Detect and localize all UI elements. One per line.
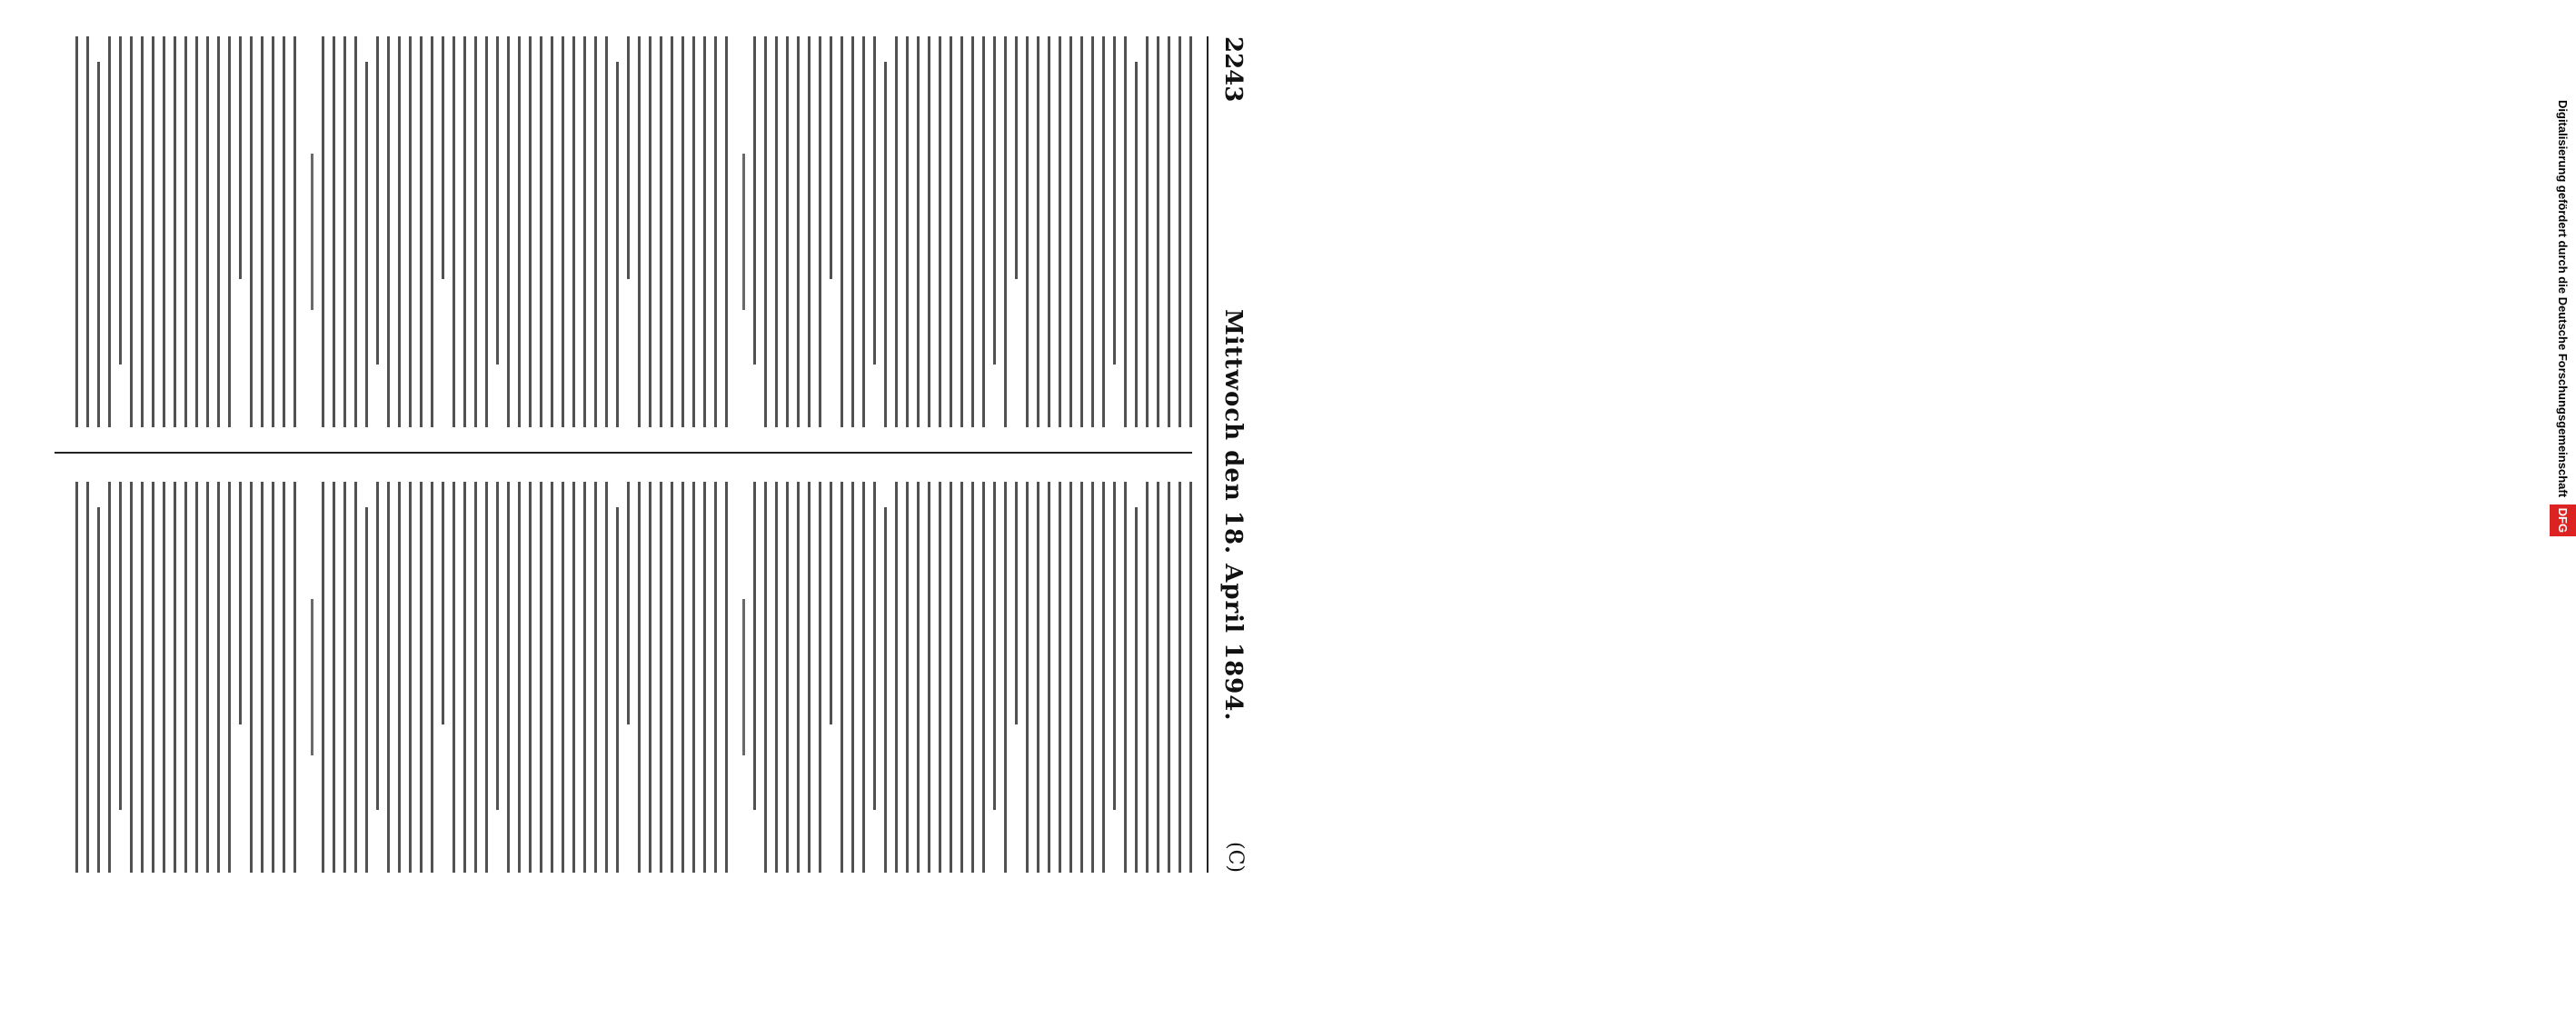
- text-line: [206, 36, 209, 427]
- text-line: [293, 36, 296, 427]
- text-line: [703, 482, 706, 873]
- text-line: [1102, 482, 1105, 873]
- text-line: [217, 36, 220, 427]
- text-line: [928, 482, 930, 873]
- text-line: [594, 36, 597, 427]
- text-line: [572, 482, 575, 873]
- digitization-credit: [2550, 0, 2576, 1009]
- text-line: [174, 36, 176, 427]
- text-line: [917, 36, 920, 427]
- text-line: [786, 36, 789, 427]
- text-line: [862, 482, 865, 873]
- text-line: [649, 36, 651, 427]
- text-line: [764, 482, 767, 873]
- text-line: [895, 36, 898, 427]
- text-line: [714, 482, 717, 873]
- page-number: 2243: [1219, 36, 1247, 103]
- text-line: [365, 507, 368, 873]
- text-line: [1189, 36, 1192, 427]
- text-line: [638, 482, 641, 873]
- text-line: [1146, 36, 1149, 427]
- text-line: [692, 36, 695, 427]
- text-line: [141, 482, 144, 873]
- text-line: [753, 482, 756, 810]
- text-line: [982, 482, 985, 873]
- text-line: [1124, 482, 1127, 873]
- text-line: [1026, 482, 1029, 873]
- text-line: [1015, 482, 1018, 724]
- text-line: [283, 36, 285, 427]
- text-line: [627, 36, 630, 279]
- page-title: Mittwoch den 18. April 1894.: [1219, 309, 1247, 722]
- text-line: [1146, 482, 1149, 873]
- text-line: [583, 482, 586, 873]
- text-line: [496, 36, 499, 365]
- text-line: [1135, 507, 1138, 873]
- text-line: [681, 36, 684, 427]
- text-line: [960, 36, 963, 427]
- text-line: [195, 36, 198, 427]
- text-line: [507, 482, 510, 873]
- text-line: [463, 482, 466, 873]
- text-line: [873, 36, 876, 365]
- text-line: [993, 36, 996, 365]
- text-line: [75, 36, 78, 427]
- text-line: [605, 482, 608, 873]
- text-line: [830, 482, 832, 724]
- text-line: [884, 62, 887, 427]
- text-line: [703, 36, 706, 427]
- text-line: [529, 36, 532, 427]
- text-line: [250, 482, 253, 873]
- text-line: [775, 36, 778, 427]
- text-line: [786, 482, 789, 873]
- text-line: [453, 482, 455, 873]
- text-line: [671, 482, 673, 873]
- text-line: [398, 482, 401, 873]
- text-line: [1080, 36, 1083, 427]
- text-line: [819, 36, 821, 427]
- text-line: [960, 482, 963, 873]
- text-line: [725, 482, 728, 873]
- text-line: [1113, 482, 1116, 810]
- text-line: [86, 36, 89, 427]
- text-line: [420, 36, 423, 427]
- text-line: [431, 36, 433, 427]
- text-line: [862, 36, 865, 427]
- text-line: [971, 36, 974, 427]
- dfg-logo: DFG: [2550, 504, 2576, 536]
- text-line: [1069, 36, 1072, 427]
- text-line: [895, 482, 898, 873]
- text-line: [409, 482, 412, 873]
- text-line: [293, 482, 296, 873]
- section-marker: (C): [1224, 842, 1247, 873]
- text-line: [1059, 36, 1061, 427]
- text-line: [322, 36, 324, 427]
- text-line: [851, 36, 854, 427]
- text-line: [1168, 482, 1170, 873]
- text-line: [562, 482, 564, 873]
- text-line: [376, 36, 379, 365]
- text-line: [939, 482, 941, 873]
- text-column-right: [55, 482, 1192, 873]
- text-line: [1102, 36, 1105, 427]
- text-line: [830, 36, 832, 279]
- text-line: [540, 482, 542, 873]
- text-line: [649, 482, 651, 873]
- text-line: [540, 36, 542, 427]
- text-line: [529, 482, 532, 873]
- text-line: [797, 36, 800, 427]
- text-line: [819, 482, 821, 873]
- text-line: [420, 482, 423, 873]
- text-line: [917, 482, 920, 873]
- text-line: [906, 36, 909, 427]
- text-line: [376, 482, 379, 810]
- text-line: [660, 36, 662, 427]
- stage-direction: [742, 154, 745, 310]
- text-line: [1113, 36, 1116, 365]
- text-line: [174, 482, 176, 873]
- text-line: [1179, 36, 1181, 427]
- stage-direction: [311, 154, 313, 310]
- text-column-left: [55, 36, 1192, 427]
- text-line: [463, 36, 466, 427]
- text-line: [851, 482, 854, 873]
- text-line: [141, 36, 144, 427]
- text-line: [507, 36, 510, 427]
- text-line: [840, 482, 843, 873]
- text-line: [217, 482, 220, 873]
- text-line: [152, 36, 154, 427]
- text-line: [982, 36, 985, 427]
- text-line: [950, 36, 952, 427]
- text-line: [1069, 482, 1072, 873]
- text-line: [660, 482, 662, 873]
- text-line: [692, 482, 695, 873]
- text-line: [808, 36, 811, 427]
- text-line: [714, 36, 717, 427]
- text-line: [130, 482, 133, 873]
- text-line: [485, 36, 488, 427]
- text-line: [775, 482, 778, 873]
- scanned-page: [0, 0, 1272, 909]
- text-line: [409, 36, 412, 427]
- text-line: [119, 36, 122, 365]
- text-line: [239, 36, 242, 279]
- text-line: [365, 62, 368, 427]
- text-line: [1157, 482, 1159, 873]
- text-line: [1015, 36, 1018, 279]
- text-line: [671, 36, 673, 427]
- text-line: [97, 507, 100, 873]
- text-line: [1135, 62, 1138, 427]
- text-line: [551, 36, 553, 427]
- text-line: [343, 36, 346, 427]
- text-line: [971, 482, 974, 873]
- digitization-sidebar: [1275, 0, 2570, 909]
- text-line: [485, 482, 488, 873]
- text-line: [993, 482, 996, 810]
- text-line: [638, 36, 641, 427]
- text-line: [950, 482, 952, 873]
- text-line: [605, 36, 608, 427]
- text-line: [518, 36, 521, 427]
- text-line: [725, 36, 728, 427]
- text-line: [1037, 36, 1039, 427]
- text-line: [1048, 36, 1050, 427]
- text-line: [753, 36, 756, 365]
- text-line: [108, 36, 111, 427]
- text-line: [184, 36, 187, 427]
- text-line: [86, 482, 89, 873]
- text-line: [333, 482, 335, 873]
- text-line: [474, 482, 477, 873]
- text-line: [1091, 482, 1094, 873]
- text-line: [906, 482, 909, 873]
- text-line: [1037, 482, 1039, 873]
- digitization-credit-text: Digitalisierung gefördert durch die Deutsche Forschungsgemeinschaft: [2556, 100, 2570, 498]
- text-line: [333, 36, 335, 427]
- text-line: [152, 482, 154, 873]
- text-line: [616, 62, 619, 427]
- text-line: [928, 36, 930, 427]
- text-line: [797, 482, 800, 873]
- text-line: [228, 482, 231, 873]
- text-line: [884, 507, 887, 873]
- text-line: [442, 482, 444, 724]
- text-line: [283, 482, 285, 873]
- column-divider: [55, 452, 1192, 454]
- text-line: [1004, 482, 1007, 873]
- text-line: [583, 36, 586, 427]
- text-line: [97, 62, 100, 427]
- text-line: [551, 482, 553, 873]
- text-line: [1091, 36, 1094, 427]
- text-line: [616, 507, 619, 873]
- text-line: [939, 36, 941, 427]
- text-line: [387, 482, 390, 873]
- text-line: [322, 482, 324, 873]
- text-line: [764, 36, 767, 427]
- text-line: [75, 482, 78, 873]
- text-line: [1157, 36, 1159, 427]
- text-line: [1026, 36, 1029, 427]
- text-line: [1004, 36, 1007, 427]
- text-line: [1048, 482, 1050, 873]
- running-header: [1207, 36, 1263, 873]
- stage-direction: [311, 599, 313, 755]
- text-line: [442, 36, 444, 279]
- text-line: [808, 482, 811, 873]
- text-line: [206, 482, 209, 873]
- text-line: [627, 482, 630, 724]
- text-line: [343, 482, 346, 873]
- text-line: [130, 36, 133, 427]
- text-line: [1168, 36, 1170, 427]
- text-line: [354, 36, 357, 427]
- text-line: [108, 482, 111, 873]
- text-line: [1179, 482, 1181, 873]
- text-line: [250, 36, 253, 427]
- text-line: [354, 482, 357, 873]
- text-line: [1124, 36, 1127, 427]
- text-line: [431, 482, 433, 873]
- text-line: [261, 482, 264, 873]
- text-line: [195, 482, 198, 873]
- text-line: [228, 36, 231, 427]
- text-line: [572, 36, 575, 427]
- text-line: [261, 36, 264, 427]
- text-line: [594, 482, 597, 873]
- text-line: [387, 36, 390, 427]
- text-line: [272, 36, 274, 427]
- text-line: [474, 36, 477, 427]
- text-line: [1189, 482, 1192, 873]
- text-line: [163, 36, 165, 427]
- text-line: [119, 482, 122, 810]
- page-content: [0, 0, 1272, 909]
- text-line: [840, 36, 843, 427]
- text-line: [562, 36, 564, 427]
- text-line: [239, 482, 242, 724]
- text-line: [518, 482, 521, 873]
- text-line: [163, 482, 165, 873]
- text-line: [1080, 482, 1083, 873]
- text-line: [1059, 482, 1061, 873]
- text-line: [184, 482, 187, 873]
- text-line: [681, 482, 684, 873]
- text-line: [453, 36, 455, 427]
- text-line: [398, 36, 401, 427]
- text-line: [496, 482, 499, 810]
- stage-direction: [742, 599, 745, 755]
- text-line: [873, 482, 876, 810]
- text-line: [272, 482, 274, 873]
